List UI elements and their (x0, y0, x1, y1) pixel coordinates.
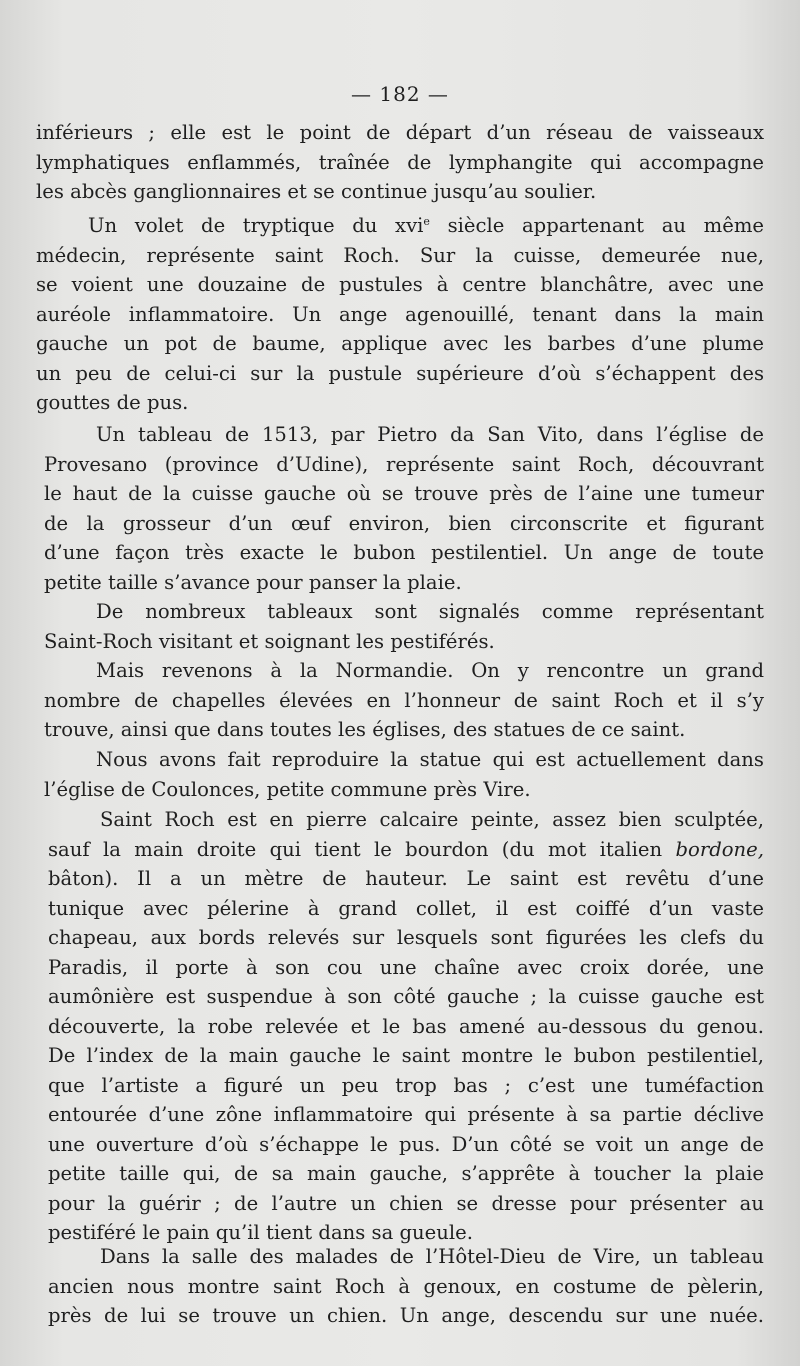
text-line: entourée d’une zône inflammatoire qui présente à sa partie déclive (48, 1103, 764, 1126)
text-line: De nombreux tableaux sont signalés comme représentant (96, 600, 764, 623)
text-line: inférieurs ; elle est le point de départ d’un réseau de vaisseaux (36, 121, 764, 144)
text-line: ancien nous montre saint Roch à genoux, en costume de pèlerin, (48, 1274, 764, 1298)
text-line: nombre de chapelles élevées en l’honneur de saint Roch et il s’y (44, 688, 764, 712)
paragraph-7 (36, 805, 764, 1248)
text-line: médecin, représente saint Roch. Sur la cuisse, demeurée nue, (36, 243, 764, 267)
text-line: de la grosseur d’un œuf environ, bien circonscrite et figurant (44, 511, 764, 535)
text-segment: siècle appartenant au même (429, 214, 764, 237)
text-line: les abcès ganglionnaires et se continue jusqu’au soulier. (36, 180, 597, 203)
text-line: auréole inflammatoire. Un ange agenouillé, tenant dans la main (36, 302, 764, 326)
text-line: près de lui se trouve un chien. Un ange, descendu sur une nuée. (48, 1304, 764, 1327)
text-line: d’une façon très exacte le bubon pestilentiel. Un ange de toute (44, 541, 764, 564)
text-line: tunique avec pélerine à grand collet, il est coiffé d’un vaste (48, 896, 764, 920)
text-line: petite taille qui, de sa main gauche, s’apprête à toucher la plaie (48, 1162, 764, 1185)
text-line: Paradis, il porte à son cou une chaîne avec croix dorée, une (48, 955, 764, 979)
paragraph-3 (36, 420, 764, 597)
paragraph-2 (36, 207, 764, 418)
text-line: petite taille s’avance pour panser la plaie. (44, 570, 462, 594)
superscript: e (423, 215, 430, 228)
text-line: un peu de celui-ci sur la pustule supérieure d’où s’échappent des (36, 361, 764, 385)
text-line: Mais revenons à la Normandie. On y rencontre un grand (96, 659, 764, 682)
page-number: — 182 — (351, 82, 449, 106)
text-segment: Un volet de tryptique du xvi (88, 214, 424, 237)
text-line: que l’artiste a figuré un peu trop bas ; c’est une tuméfaction (48, 1073, 764, 1097)
text-line: bâton). Il a un mètre de hauteur. Le saint est revêtu d’une (48, 867, 764, 890)
text-line: De l’index de la main gauche le saint montre le bubon pestilentiel, (48, 1044, 764, 1067)
text-line (36, 207, 764, 241)
text-line: trouve, ainsi que dans toutes les églises, des statues de ce saint. (44, 718, 686, 741)
text-line: chapeau, aux bords relevés sur lesquels sont figurées les clefs du (48, 926, 764, 949)
text-line: Saint Roch est en pierre calcaire peinte, assez bien sculptée, (100, 808, 764, 831)
text-line: gauche un pot de baume, applique avec les barbes d’une plume (36, 332, 764, 355)
text-line: pour la guérir ; de l’autre un chien se dresse pour présenter au (48, 1191, 764, 1215)
text-line: le haut de la cuisse gauche où se trouve près de l’aine une tumeur (44, 482, 764, 505)
text-line: découverte, la robe relevée et le bas amené au-dessous du genou. (48, 1014, 764, 1038)
paragraph-5 (36, 656, 764, 745)
text-line (48, 835, 764, 865)
paragraph-6 (36, 745, 764, 804)
text-line: Nous avons fait reproduire la statue qui est actuellement dans (96, 748, 764, 771)
paragraph-8 (36, 1242, 764, 1331)
text-segment: sauf la main droite qui tient le bourdon (du mot italien (48, 837, 676, 861)
paragraph-4 (36, 597, 764, 656)
paragraph-1 (36, 118, 764, 207)
text-line: se voient une douzaine de pustules à centre blanchâtre, avec une (36, 273, 764, 296)
text-line: pestiféré le pain qu’il tient dans sa gueule. (48, 1221, 473, 1244)
text-line: Provesano (province d’Udine), représente saint Roch, découvrant (44, 452, 764, 476)
text-line: l’église de Coulonces, petite commune près Vire. (44, 777, 531, 801)
text-line: une ouverture d’où s’échappe le pus. D’un côté se voit un ange de (48, 1132, 764, 1156)
text-line: Dans la salle des malades de l’Hôtel-Dieu de Vire, un tableau (100, 1245, 764, 1268)
text-line: aumônière est suspendue à son côté gauche ; la cuisse gauche est (48, 985, 764, 1008)
italic-word: bordone, (675, 837, 764, 861)
text-line: Un tableau de 1513, par Pietro da San Vito, dans l’église de (96, 423, 764, 446)
text-line: lymphatiques enflammés, traînée de lymphangite qui accompagne (36, 150, 764, 174)
text-line: gouttes de pus. (36, 391, 189, 414)
text-line: Saint-Roch visitant et soignant les pestiférés. (44, 629, 495, 653)
